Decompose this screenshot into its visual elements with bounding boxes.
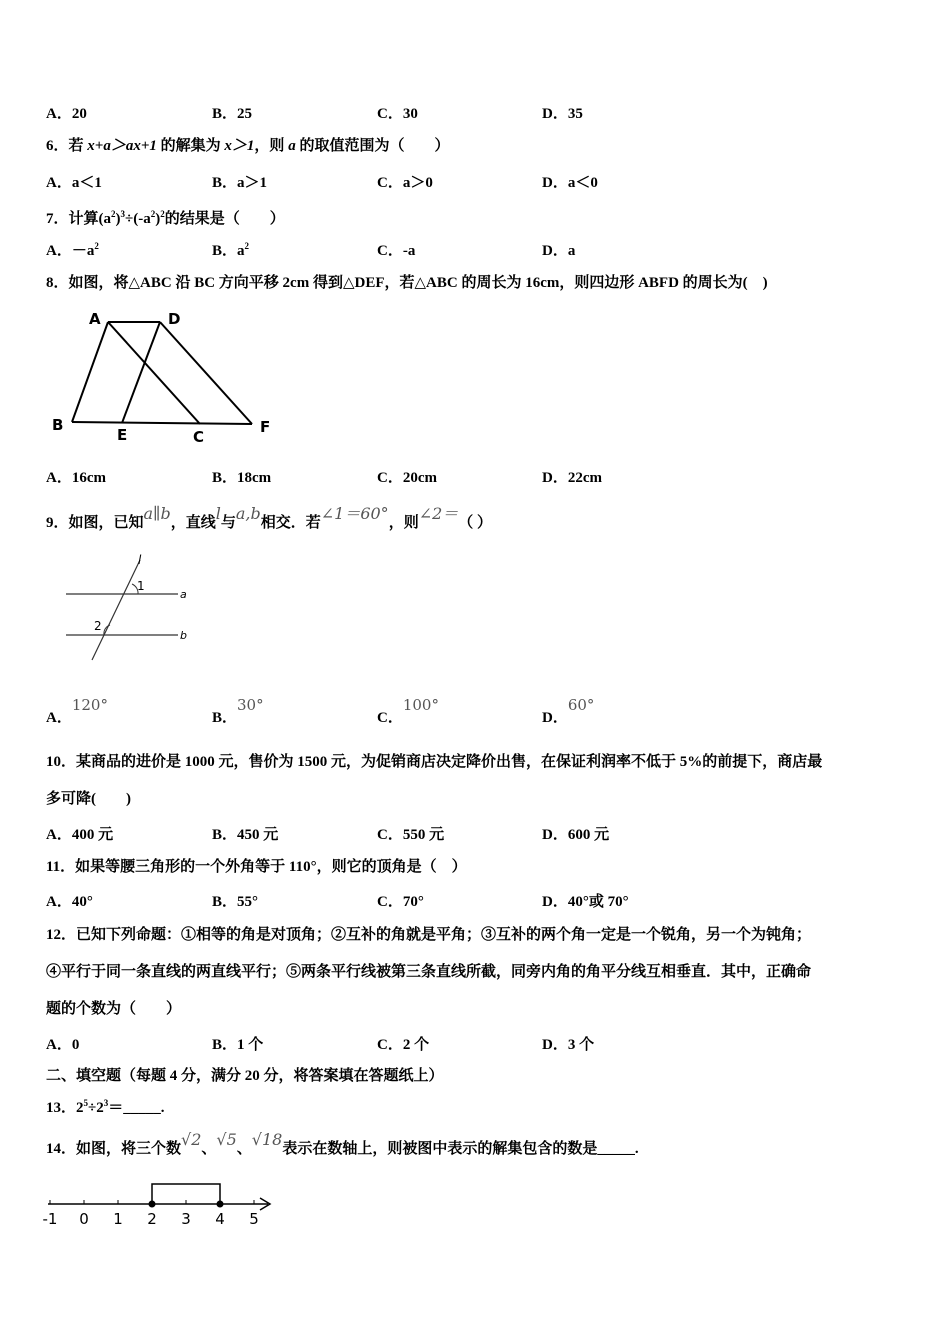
q9-figure (60, 552, 210, 667)
q9-question (46, 504, 493, 533)
q8-label-a: A (89, 310, 101, 328)
q9-option-b (212, 696, 264, 727)
q6-option-c: C．a＞0 (377, 175, 433, 191)
q14-text-2: 、 (201, 1141, 217, 1157)
q11-question: 11．如果等腰三角形的一个外角等于 110°，则它的顶角是（ ） (46, 859, 467, 875)
q9-label-a: a (180, 588, 187, 601)
q7-text-a: 计算(a (68, 211, 112, 227)
q9-text-5: ，则 (388, 515, 419, 531)
q8-label-d: D (168, 310, 181, 328)
q9-text-3: 与 (220, 515, 236, 531)
q7-option-a-text: A．－a (46, 243, 95, 259)
q9-option-a-value: 120° (71, 696, 108, 714)
q8-question: 8．如图，将△ABC 沿 BC 方向平移 2cm 得到△DEF，若△ABC 的周长为 16cm，则四边形 ABFD 的周长为( ) (46, 275, 768, 291)
q6-option-d: D．a＜0 (542, 175, 598, 191)
q9-option-d-value: 60° (567, 696, 595, 714)
q6-option-a: A．a＜1 (46, 175, 102, 191)
q6-question (46, 136, 449, 156)
q7-text-d: ) (155, 211, 161, 227)
q9-option-c (377, 696, 439, 727)
q14-tick-1: 1 (113, 1210, 123, 1228)
q8-label-f: F (260, 418, 271, 436)
q13-sup2: 3 (103, 1098, 109, 1108)
q9-math-parallel: a∥b (143, 504, 171, 523)
q14-tick-4: 4 (215, 1210, 225, 1228)
q10-option-d: D．600 元 (542, 827, 610, 843)
q13-text-a: 13．2 (46, 1100, 84, 1116)
q13-question (46, 1093, 165, 1118)
q6-inequality: x+a＞ax+1 (87, 138, 157, 154)
q14-question (46, 1130, 639, 1159)
q9-option-d (542, 696, 595, 727)
q14-tick-5: 5 (249, 1210, 259, 1228)
q5-option-b: B．25 (212, 106, 253, 122)
q11-option-a: A．40° (46, 894, 93, 910)
q8-option-a: A．16cm (46, 470, 106, 486)
q8-option-b: B．18cm (212, 470, 272, 486)
q6-variable: a (288, 138, 296, 154)
q7-text-post: 的结果是（ ） (164, 211, 285, 227)
q13-text-b: ÷2 (88, 1100, 104, 1116)
q13-sup1: 5 (83, 1098, 89, 1108)
q9-math-l: l (215, 504, 221, 523)
section-heading-fill-blank: 二、填空题（每题 4 分，满分 20 分，将答案填在答题纸上） (46, 1068, 444, 1084)
q7-sup4: 2 (160, 209, 165, 219)
q9-math-ab: a,b (235, 504, 261, 523)
q9-option-b-label: B． (212, 710, 238, 726)
q9-math-angle1: ∠1＝60° (320, 504, 389, 523)
q7-sup1: 2 (111, 209, 116, 219)
q10-option-a: A．400 元 (46, 827, 114, 843)
q9-option-d-label: D． (542, 710, 568, 726)
q9-math-angle2: ∠2＝ (418, 504, 459, 523)
q7-option-d: D．a (542, 243, 576, 259)
q14-dot-4 (217, 1201, 224, 1208)
q6-options (46, 171, 906, 193)
q6-text-post: 的取值范围为（ ） (295, 138, 450, 154)
q6-option-b: B．a＞1 (212, 175, 268, 191)
q9-option-a (46, 696, 108, 727)
q9-option-c-value: 100° (402, 696, 439, 714)
q12-options (46, 1033, 906, 1055)
q7-question (46, 204, 285, 229)
q12-option-c: C．2 个 (377, 1037, 430, 1053)
q9-options (46, 696, 906, 728)
q12-question-line3: 题的个数为（ ） (46, 1001, 182, 1017)
q7-sup2: 3 (120, 209, 126, 219)
q12-option-a: A．0 (46, 1037, 80, 1053)
q10-question-line2: 多可降( ) (46, 791, 131, 807)
q14-text-4: 表示在数轴上，则被图中表示的解集包含的数是_____. (282, 1141, 639, 1157)
q6-text-pre: 若 (68, 138, 88, 154)
q11-option-b: B．55° (212, 894, 259, 910)
q9-label-1: 1 (137, 579, 145, 593)
q14-tick-0: 0 (79, 1210, 89, 1228)
q8-label-e: E (117, 426, 128, 444)
q7-option-a (46, 239, 99, 260)
q14-math-sqrt5: √5 (216, 1130, 237, 1149)
q14-math-sqrt2: √2 (181, 1130, 202, 1149)
q14-number-line (40, 1178, 280, 1230)
q8-figure (40, 300, 290, 450)
q9-text-6: （ ） (458, 515, 493, 531)
q6-text-mid: 的解集为 (156, 138, 225, 154)
q14-tick-3: 3 (181, 1210, 191, 1228)
q9-option-b-value: 30° (237, 696, 264, 714)
q7-options (46, 239, 906, 261)
q10-option-c: C．550 元 (377, 827, 445, 843)
q7-option-b (212, 239, 249, 260)
q9-text-4: 相交．若 (260, 515, 321, 531)
q14-tick-neg1: -1 (42, 1210, 58, 1228)
q8-label-b: B (52, 416, 64, 434)
q5-option-d: D．35 (542, 106, 583, 122)
q7-option-b-text: B．a (212, 243, 245, 259)
q9-text-2: ，直线 (170, 515, 216, 531)
q9-option-c-label: C． (377, 710, 403, 726)
q14-dot-2 (149, 1201, 156, 1208)
q11-option-d: D．40°或 70° (542, 894, 629, 910)
q10-options (46, 823, 906, 845)
q9-text-1: 9．如图，已知 (46, 515, 144, 531)
q8-label-c: C (193, 428, 205, 446)
q7-text-b: ) (115, 211, 121, 227)
q6-text-mid2: ，则 (254, 138, 289, 154)
q8-option-c: C．20cm (377, 470, 437, 486)
q9-option-a-label: A． (46, 710, 72, 726)
q7-sup3: 2 (150, 209, 156, 219)
q13-text-post: ＝_____. (108, 1100, 165, 1116)
q12-question-line2: ④平行于同一条直线的两直线平行；⑤两条平行线被第三条直线所截，同旁内角的角平分线互相垂直．其中，正确命 (46, 964, 812, 980)
q5-options (46, 102, 906, 124)
q9-label-l: l (138, 553, 142, 567)
q9-label-b: b (180, 629, 187, 642)
q7-text-c: ÷(-a (125, 211, 151, 227)
q6-condition: x＞1 (224, 138, 255, 154)
q7-number: 7． (46, 211, 69, 227)
q12-option-b: B．1 个 (212, 1037, 264, 1053)
q5-option-a: A．20 (46, 106, 87, 122)
q7-option-a-sup: 2 (94, 241, 99, 251)
q7-option-b-sup: 2 (244, 241, 250, 251)
q11-option-c: C．70° (377, 894, 424, 910)
q10-question-line1: 10．某商品的进价是 1000 元，售价为 1500 元，为促销商店决定降价出售，在保证利润率不低于 5%的前提下，商店最 (46, 754, 823, 770)
q10-option-b: B．450 元 (212, 827, 279, 843)
q9-label-2: 2 (94, 619, 102, 633)
q11-options (46, 890, 906, 912)
q14-tick-2: 2 (147, 1210, 157, 1228)
q8-option-d: D．22cm (542, 470, 602, 486)
q14-math-sqrt18: √18 (251, 1130, 283, 1149)
q14-text-3: 、 (236, 1141, 252, 1157)
q14-text-1: 14．如图，将三个数 (46, 1141, 182, 1157)
q7-option-c: C．-a (377, 243, 416, 259)
q8-options (46, 466, 906, 488)
q6-number: 6． (46, 138, 69, 154)
q12-option-d: D．3 个 (542, 1037, 595, 1053)
q5-option-c: C．30 (377, 106, 418, 122)
q12-question-line1: 12．已知下列命题：①相等的角是对顶角；②互补的角就是平角；③互补的两个角一定是一个锐角，另一个为钝角； (46, 927, 812, 943)
